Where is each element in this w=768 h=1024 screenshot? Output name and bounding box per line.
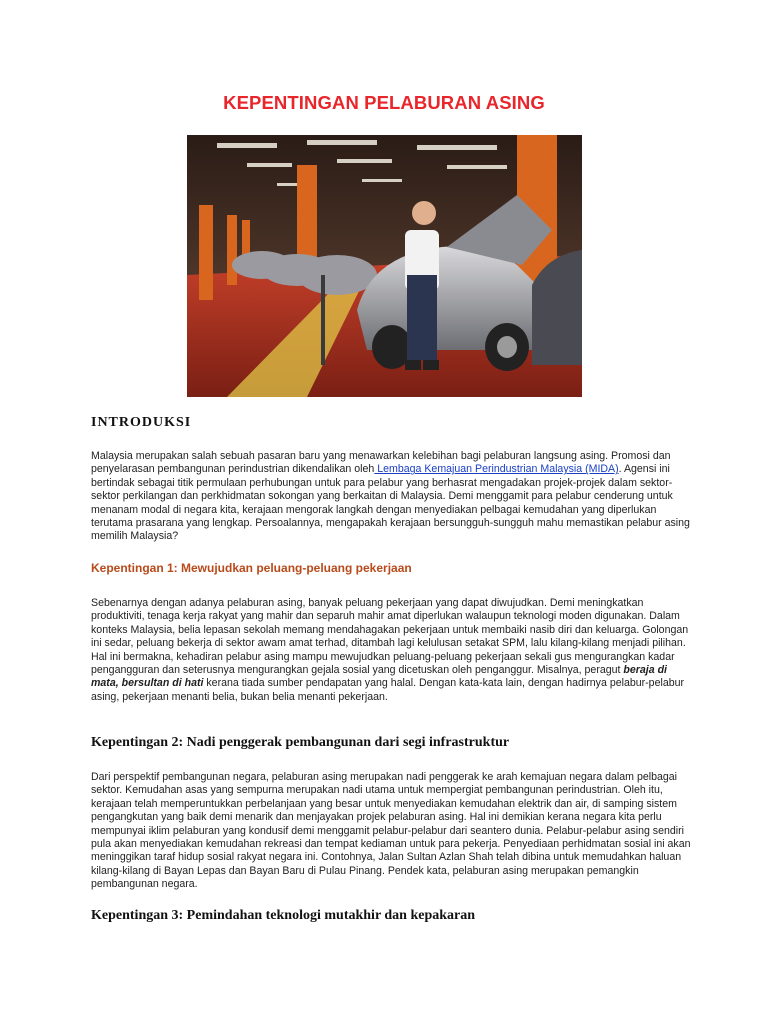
document-title: KEPENTINGAN PELABURAN ASING xyxy=(223,92,545,113)
section-heading-kepentingan-3: Kepentingan 3: Pemindahan teknologi mutakhir dan kepakaran xyxy=(91,908,476,923)
idiom-emphasis: beraja di mata, bersultan di hati xyxy=(91,664,667,690)
paragraph-text: kerana tiada sumber pendapatan yang halal. Dengan kata-kata lain, dengan hadirnya pelabur-pelabur asing, pekerjaan menanti belia, bukan belia menanti pekerjaan. xyxy=(91,677,685,703)
paragraph-text: Sebenarnya dengan adanya pelaburan asing, banyak peluang pekerjaan yang dapat diwujudkan. Demi meningkatkan produktiviti, tenaga kerja rakyat yang mahir dan separuh mahir amat diperlukan walaupun teknologi moden digunakan. Dalam konteks Malaysia, belia lepasan sekolah memang mendahagakan pekerjaan untuk membaiki nasib diri dan keluarga. Golongan ini sedar, peluang bekerja di sektor awam amat terhad, ditambah lagi kelulusan setakat SPM, lalu kilang-kilang menjadi pilihan. Hal ini bermakna, kehadiran pelabur asing mampu mewujudkan peluang-peluang pekerjaan sekali gus mengurangkan kadar pengangguran dan seterusnya mengurangkan gejala sosial yang dicetuskan oleh penganggur. Misalnya, peragut xyxy=(91,597,689,677)
car-factory-photo xyxy=(187,135,582,397)
paragraph-text: Malaysia merupakan salah sebuah pasaran baru yang menawarkan kelebihan bagi pelaburan langsung asing. Promosi dan penyelarasan pembangunan perindustrian dikendalikan oleh xyxy=(91,450,671,476)
mida-link[interactable]: Lembaga Kemajuan Perindustrian Malaysia (MIDA) xyxy=(374,463,619,476)
paragraph-text: . Agensi ini bertindak sebagai titik permulaan perhubungan untuk para pelabur yang berhasrat mengadakan projek-projek dalam sektor-sektor perkilangan dan perkhidmatan sokongan yang berkaitan di Malaysia. Demi menggamit para pelabur cenderung untuk menanam modal di negara kita, kerajaan mengorak langkah dengan menyediakan pelbagai kemudahan yang diperlukan terutama prasarana yang lengkap. Persoalannya, mengapakah kerajaan bersungguh-sungguh mahu memastikan pelabur asing memilih Malaysia? xyxy=(91,463,690,543)
paragraph-kepentingan-2 xyxy=(91,771,691,892)
section-heading-kepentingan-1: Kepentingan 1: Mewujudkan peluang-peluang pekerjaan xyxy=(91,561,412,575)
paragraph-introduksi xyxy=(91,450,691,544)
section-heading-introduksi: INTRODUKSI xyxy=(91,415,192,430)
paragraph-kepentingan-1 xyxy=(91,597,691,704)
paragraph-text: Dari perspektif pembangunan negara, pelaburan asing merupakan nadi penggerak ke arah kemajuan negara dalam pelbagai sektor. Kemudahan asas yang sempurna merupakan nadi utama untuk mempergiat pembangunan perindustrian. Oleh itu, kerajaan telah memperuntukkan perbelanjaan yang besar untuk menyediakan kemudahan elektrik dan air, di samping sistem pengangkutan yang baik demi menarik dan menjayakan projek pelaburan asing. Hal ini demikian kerana negara kita perlu mempunyai iklim pelaburan yang kondusif demi menggamit pelabur-pelabur dari seantero dunia. Pelabur-pelabur asing sendiri pula akan menyediakan kemudahan rekreasi dan tempat kediaman untuk para pekerja. Penyediaan perhidmatan sosial ini akan meninggikan taraf hidup sosial rakyat negara ini. Contohnya, Jalan Sultan Azlan Shah telah dibina untuk memudahkan haluan kilang-kilang di Bayan Lepas dan Bayan Baru di Pulau Pinang. Pendek kata, pelaburan asing merupakan pemangkin pembangunan negara. xyxy=(91,771,691,891)
section-heading-kepentingan-2: Kepentingan 2: Nadi penggerak pembangunan dari segi infrastruktur xyxy=(91,735,510,750)
